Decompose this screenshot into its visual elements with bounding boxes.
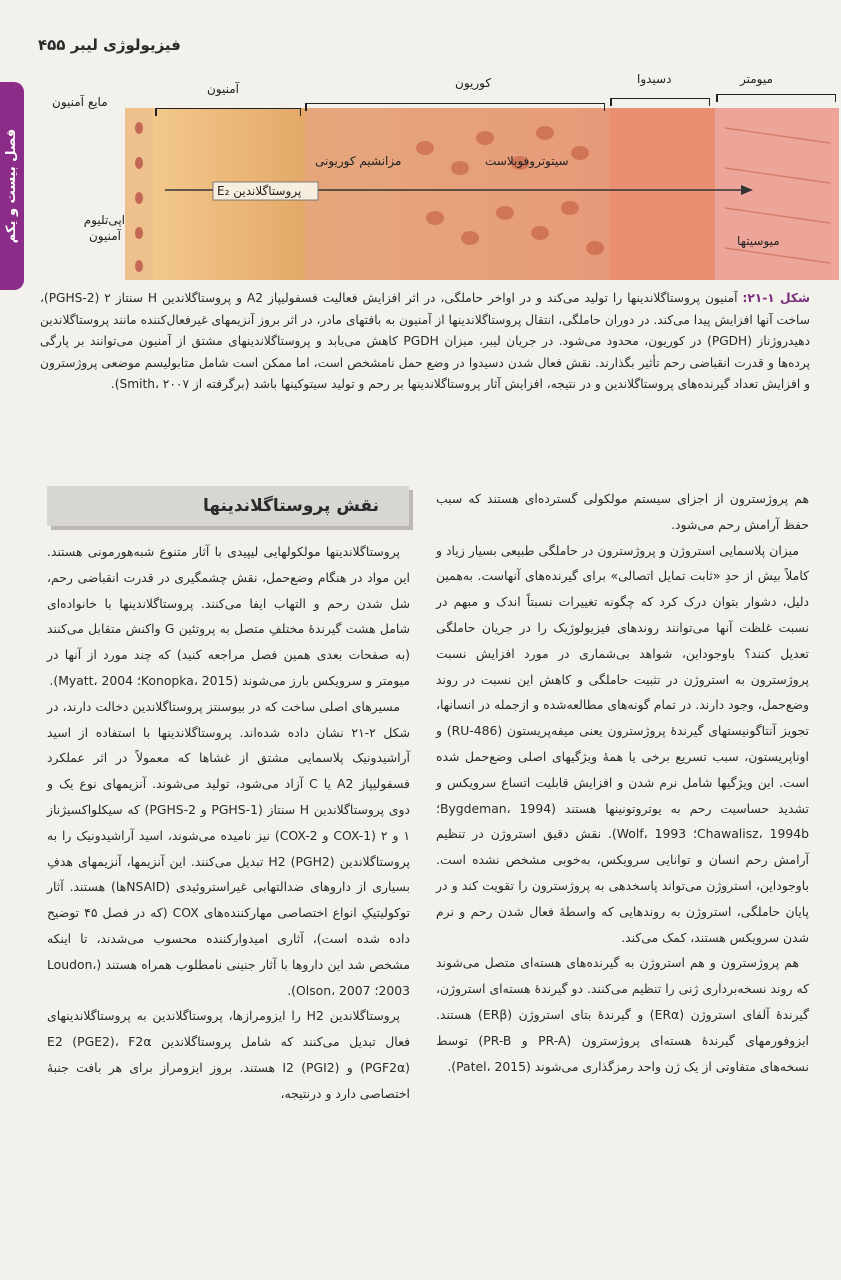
decidua-label: دسیدوا — [637, 72, 672, 86]
right-column — [436, 486, 809, 1079]
arrow-label: پروستاگلاندین E₂ — [217, 184, 302, 198]
myocytes-label: میوسیتها — [737, 234, 780, 248]
right-paragraph: هم پروژسترون از اجزای سیستم مولکولی گسترده‌ای هستند که سبب حفظ آرامش رحم می‌شود. — [436, 491, 809, 532]
section-heading: نقش پروستاگلاندینها — [47, 486, 409, 526]
amnion-label: آمنیون — [207, 82, 240, 96]
decidua-bracket — [610, 98, 710, 107]
myometrium-bracket — [716, 94, 836, 103]
syncytiotrophoblast-label: سیتوتروفوبلاست — [485, 154, 569, 168]
caption-number: شکل ۱-۲۱: — [742, 291, 811, 305]
chorion-label: کوریون — [455, 76, 492, 90]
amnion-epithelium-label: اپی‌تلیوم آمنیون — [83, 213, 125, 243]
right-paragraph: هم پروژسترون و هم استروژن به گیرنده‌های هسته‌ای متصل می‌شوند که روند نسخه‌برداری ژنی را تنظیم می‌کنند. دو گیرندهٔ هسته‌ای استروژن، گیرندهٔ آلفای استروژن (ERα) و گیرندهٔ بتای استروژن (ERβ) هستند. ایزوفورمهای گیرندهٔ هسته‌ای پروژسترون (PR-A و PR-B) توسط نسخه‌های متفاوتی از یک ژن واحد رمزگذاری می‌شوند (Patel، 2015). — [436, 955, 809, 1074]
decidua-band — [610, 108, 715, 280]
figure-caption — [40, 288, 810, 396]
chorion-bracket — [305, 103, 605, 112]
figure-21-1 — [125, 108, 839, 280]
amniotic-fluid-label: مایع آمنیون — [52, 95, 108, 109]
myometrium-label: میومتر — [740, 72, 773, 86]
chorionic-mesenchyme-label: مزانشیم کوریونی — [315, 154, 402, 168]
chorion-band — [305, 108, 610, 280]
left-paragraph: پروستاگلاندین H2 را ایزومرازها، پروستاگلاندین به پروستاگلاندینهای فعال تبدیل می‌کنند که شامل پروستاگلاندین E2 (PGE2)، F2α (PGF2α) و I2 (PGI2) هستند. بروز ایزومراز برای هر بافت جنبهٔ اختصاصی دارد و درنتیجه، — [47, 1008, 410, 1101]
caption-text: آمنیون پروستاگلاندینها را تولید می‌کند و در اواخر حاملگی، در اثر افزایش فعالیت فسفولیپاز A2 و پروستاگلاندین H سنتاز ۲ (PGHS-2)، ساخت آنها افزایش پیدا می‌کند. در دوران حاملگی، انتقال پروستاگلاندینها از آمنیون به بافتهای مادر، در اثر بروز آنزیمهای غیرفعال‌کننده مانند پروستاگلاندین دهیدروژناز (PGDH) در کوریون، محدود می‌شود. در جریان لیبر، میزان PGDH کاهش می‌یابد و پروستاگلاندینهای مشتق از آمنیون می‌توانند بر پارگی پرده‌ها و قدرت انقباضی رحم تأثیر بگذارند. نقش فعال شدن دسیدوا در وضع حمل نامشخص است، اما ممکن است شامل متابولیسم موضعی پروژسترون و افزایش تعداد گیرنده‌های پروستاگلاندین و در نتیجه، افزایش آثار پروستاگلاندینها بر رحم و تولید سیتوکینها باشد (برگرفته از Smith، ۲۰۰۷). — [39, 291, 810, 391]
right-paragraph: میزان پلاسمایی استروژن و پروژسترون در حاملگی طبیعی بسیار زیاد و کاملاً بیش از حدِ «ثابت تمایل اتصالی» برای گیرنده‌های آنهاست. به‌همین دلیل، دشوار بتوان درک کرد که چگونه تغییرات نسبتاً اندک و مبهم در نسبت غلظت آنها می‌توانند روندهای فیزیولوژیک را در جریان حاملگی تعدیل کنند؟ باوجوداین، شواهد بی‌شماری در مورد افزایش نسبت پروژسترون به استروژن در تثبیت حاملگی و کاهش این نسبت در روند وضع‌حمل، وجود دارند. در تمام گونه‌های مطالعه‌شده و ازجمله در انسانها، تجویز آنتاگونیستهای گیرندهٔ پروژسترون یعنی میفه‌پریستون (RU-486) و اوناپریستون، سبب تسریع برخی یا همهٔ ویژگیهای اصلی وضع‌حمل شده است. این ویژگیها شامل نرم شدن و افزایش قابلیت اتساع سرویکس و تشدید حساسیت رحم به یوتروتونینها هستند (Bygdeman، 1994؛ Chawalisz، 1994b؛ Wolf، 1993). نقش دقیق استروژن در تنظیم آرامش رحم انسان و توانایی سرویکس، به‌خوبی مشخص نشده است. باوجوداین، استروژن می‌تواند پاسخدهی به پروژسترون را تقویت کند و در پایان حاملگی، استروژن به روندهایی که واسطهٔ فعال شدن رحم و نرم شدن سرویکس هستند، کمک می‌کند. — [436, 542, 809, 945]
myometrium-band — [715, 108, 839, 280]
chapter-tab-label: فصل بیست و یکم — [4, 128, 19, 244]
left-paragraph: مسیرهای اصلی ساخت که در بیوسنتز پروستاگلاندین دخالت دارند، در شکل ۲-۲۱ نشان داده شده‌اند. پروستاگلاندینها با استفاده از اسید آراشیدونیک پلاسمایی مشتق از غشاها که معمولاً در اثر عملکرد فسفولیپاز A2 یا C آزاد می‌شود، تولید می‌شوند. آنزیمهای نوع یک و دوی پروستاگلاندین H سنتاز (PGHS-1 و PGHS-2) که سیکلواکسیژناز ۱ و ۲ (COX-1 و COX-2) نیز نامیده می‌شوند، اسید آراشیدونیک را به پروستاگلاندین H2 (PGH2) تبدیل می‌کنند. این آنزیمها، آنزیمهای هدفِ بسیاری از داروهای ضدالتهابی غیراستروئیدی (NSAIDها) هستند. آثار توکولیتیکِ انواع اختصاصی مهارکننده‌های COX (که در فصل ۴۵ توضیح داده شده است)، آثاری امیدوارکننده محسوب می‌شدند، تا اینکه مشخص شد این داروها با آثار جنینی نامطلوب همراه هستند (Loudon، 2003؛ Olson، 2007). — [47, 698, 411, 998]
left-column — [47, 539, 410, 1107]
amnion-bracket — [155, 108, 301, 117]
running-header: فیزیولوژی لیبر ۴۵۵ — [38, 36, 181, 54]
chapter-side-tab — [0, 82, 24, 290]
left-paragraph: پروستاگلاندینها مولکولهایی لیپیدی با آثار متنوع شبه‌هورمونی هستند. این مواد در هنگام وضع‌حمل، نقش چشمگیری در قدرت انقباضی رحم، شل شدن رحم و التهاب ایفا می‌کنند. پروستاگلاندینها با خانواده‌ای شامل هشت گیرندهٔ مختلفِ متصل به پروتئین G واکنش متقابل می‌کنند (به صفحات بعدی همین فصل مراجعه کنید) که چند مورد از آنها در میومتر و سرویکس بارز می‌شوند (Konopka، 2015؛ Myatt، 2004). — [47, 544, 410, 688]
